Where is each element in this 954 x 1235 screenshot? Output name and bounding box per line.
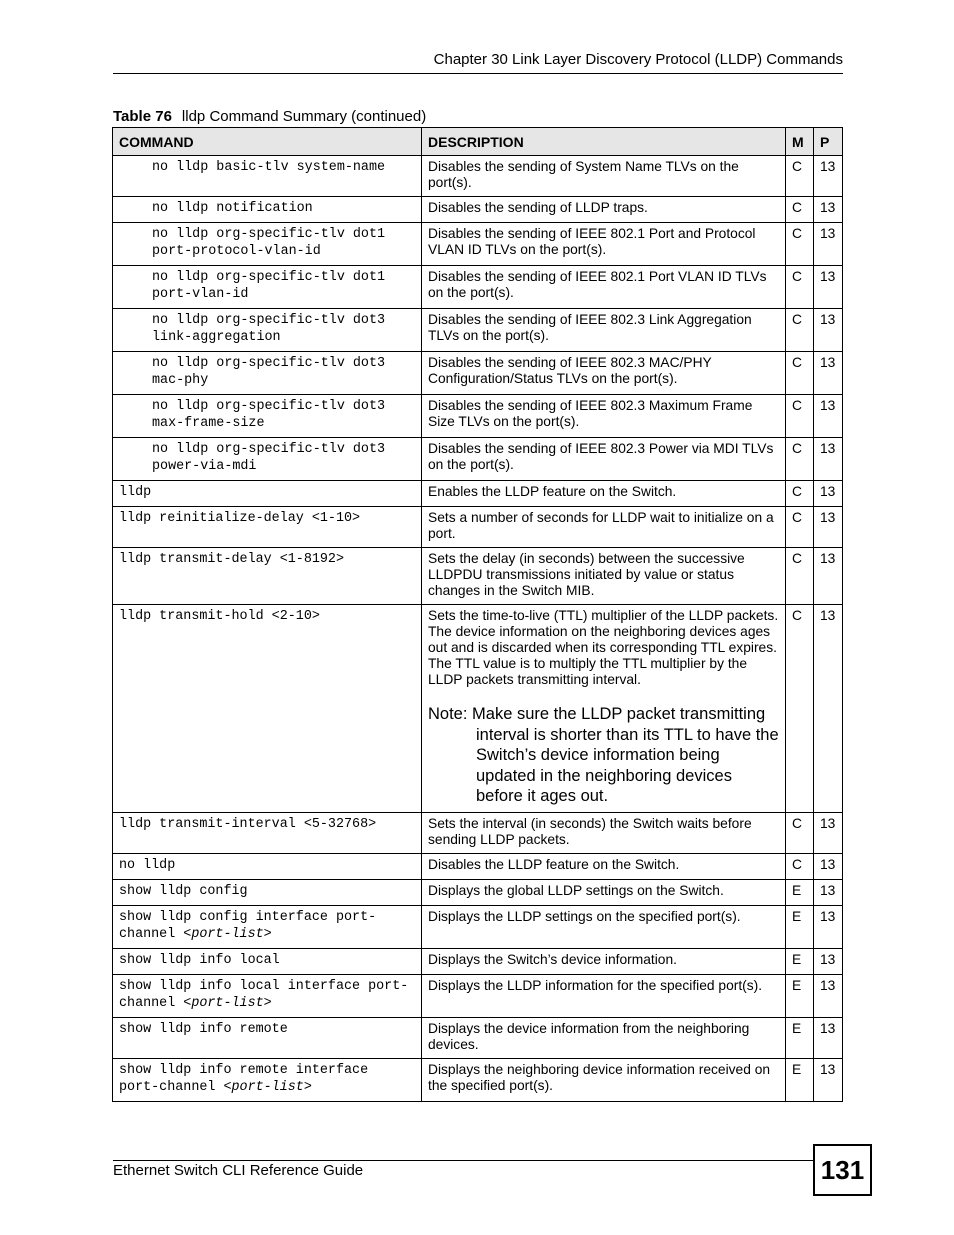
mode-cell: C <box>786 438 814 481</box>
description-text: Disables the sending of IEEE 802.3 Maximum Frame Size TLVs on the port(s). <box>428 398 753 429</box>
table-header-row <box>113 128 843 156</box>
command-cell <box>113 507 422 548</box>
note-text: Note: Make sure the LLDP packet transmitting interval is shorter than its TTL to have the Switch’s device information being updated in the neighboring devices before it ages out. <box>428 705 779 805</box>
description-cell <box>422 438 786 481</box>
mode-cell: C <box>786 197 814 223</box>
command-text: no lldp org-specific-tlv dot3 link-aggregation <box>152 313 394 345</box>
table-row <box>113 156 843 197</box>
description-cell <box>422 481 786 507</box>
description-cell <box>422 548 786 605</box>
table-row <box>113 1058 843 1101</box>
table-caption <box>113 108 426 125</box>
privilege-cell: 13 <box>814 548 843 605</box>
command-cell <box>113 879 422 905</box>
command-cell <box>113 853 422 879</box>
privilege-cell: 13 <box>814 905 843 948</box>
description-cell <box>422 853 786 879</box>
command-cell <box>113 605 422 813</box>
privilege-cell: 13 <box>814 223 843 266</box>
command-text: no lldp org-specific-tlv dot3 power-via-mdi <box>152 442 394 474</box>
mode-cell: C <box>786 481 814 507</box>
table-row <box>113 905 843 948</box>
description-text: Displays the device information from the neighboring devices. <box>428 1020 750 1052</box>
mode-cell: C <box>786 605 814 813</box>
privilege-cell: 13 <box>814 1017 843 1058</box>
mode-cell: C <box>786 507 814 548</box>
command-cell <box>113 266 422 309</box>
table-row <box>113 1017 843 1058</box>
description-text: Disables the sending of LLDP traps. <box>428 200 648 215</box>
command-text: show lldp info remote <box>119 1021 288 1037</box>
description-text: Displays the Switch’s device information. <box>428 951 677 967</box>
command-text: show lldp info local <box>119 952 280 968</box>
table-row <box>113 974 843 1017</box>
chapter-title: Chapter 30 Link Layer Discovery Protocol (LLDP) Commands <box>433 51 843 68</box>
mode-cell: E <box>786 1017 814 1058</box>
column-header-command: COMMAND <box>113 128 422 156</box>
command-text: lldp reinitialize-delay <1-10> <box>119 511 361 526</box>
privilege-cell: 13 <box>814 266 843 309</box>
command-cell <box>113 223 422 266</box>
description-text: Sets the interval (in seconds) the Switch waits before sending LLDP packets. <box>428 815 752 847</box>
column-header-privilege: P <box>814 128 843 156</box>
command-cell <box>113 438 422 481</box>
command-summary-table <box>112 127 843 1102</box>
description-cell <box>422 395 786 438</box>
mode-cell: E <box>786 905 814 948</box>
command-cell <box>113 1058 422 1101</box>
mode-cell: C <box>786 266 814 309</box>
command-cell <box>113 905 422 948</box>
command-text-suffix: > <box>263 926 272 942</box>
command-cell <box>113 156 422 197</box>
command-text: show lldp config <box>119 883 248 899</box>
table-row <box>113 879 843 905</box>
table-row <box>113 481 843 507</box>
description-cell <box>422 223 786 266</box>
command-text: lldp transmit-interval <5-32768> <box>119 816 377 832</box>
command-text: no lldp notification <box>152 201 313 216</box>
command-text-suffix: > <box>263 995 272 1011</box>
privilege-cell: 13 <box>814 605 843 813</box>
description-text: Disables the LLDP feature on the Switch. <box>428 856 680 872</box>
mode-cell: E <box>786 974 814 1017</box>
description-text: Sets the delay (in seconds) between the successive LLDPDU transmissions initiated by value or status changes in the Switch MIB. <box>428 551 745 598</box>
guide-title: Ethernet Switch CLI Reference Guide <box>113 1162 364 1179</box>
header-rule <box>113 73 843 74</box>
privilege-cell: 13 <box>814 1058 843 1101</box>
description-cell <box>422 948 786 974</box>
command-cell <box>113 812 422 853</box>
description-text: Sets a number of seconds for LLDP wait to initialize on a port. <box>428 510 774 541</box>
description-text: Displays the neighboring device information received on the specified port(s). <box>428 1061 771 1093</box>
command-text: no lldp <box>119 857 176 873</box>
mode-cell: E <box>786 948 814 974</box>
column-header-description: DESCRIPTION <box>422 128 786 156</box>
description-cell <box>422 812 786 853</box>
privilege-cell: 13 <box>814 812 843 853</box>
command-cell <box>113 309 422 352</box>
command-text: lldp transmit-delay <1-8192> <box>119 552 344 567</box>
command-argument: port-list <box>231 1079 304 1095</box>
description-cell <box>422 156 786 197</box>
privilege-cell: 13 <box>814 879 843 905</box>
description-cell <box>422 974 786 1017</box>
privilege-cell: 13 <box>814 481 843 507</box>
command-text: lldp <box>119 485 152 500</box>
command-cell <box>113 1017 422 1058</box>
table-row <box>113 197 843 223</box>
privilege-cell: 13 <box>814 438 843 481</box>
command-cell <box>113 548 422 605</box>
mode-cell: C <box>786 309 814 352</box>
description-cell <box>422 197 786 223</box>
privilege-cell: 13 <box>814 352 843 395</box>
table-row <box>113 223 843 266</box>
description-text: Disables the sending of IEEE 802.3 MAC/PHY Configuration/Status TLVs on the port(s). <box>428 355 712 386</box>
column-header-mode: M <box>786 128 814 156</box>
mode-cell: C <box>786 156 814 197</box>
command-text: no lldp org-specific-tlv dot1 port-protocol-vlan-id <box>152 227 394 259</box>
table-row <box>113 395 843 438</box>
table-caption-text: lldp Command Summary (continued) <box>181 108 427 125</box>
note <box>428 704 779 807</box>
table-row <box>113 548 843 605</box>
command-text: no lldp org-specific-tlv dot1 port-vlan-id <box>152 270 394 302</box>
mode-cell: C <box>786 812 814 853</box>
description-cell <box>422 879 786 905</box>
description-cell <box>422 1058 786 1101</box>
table-row <box>113 266 843 309</box>
privilege-cell: 13 <box>814 395 843 438</box>
command-cell <box>113 352 422 395</box>
command-text: no lldp org-specific-tlv dot3 mac-phy <box>152 356 394 388</box>
description-text: Enables the LLDP feature on the Switch. <box>428 484 677 499</box>
mode-cell: C <box>786 548 814 605</box>
mode-cell: E <box>786 1058 814 1101</box>
command-cell <box>113 197 422 223</box>
table-row <box>113 507 843 548</box>
command-text: no lldp basic-tlv system-name <box>152 160 386 175</box>
mode-cell: C <box>786 853 814 879</box>
description-text: Disables the sending of IEEE 802.3 Power via MDI TLVs on the port(s). <box>428 441 774 472</box>
description-cell <box>422 1017 786 1058</box>
command-text-suffix: > <box>303 1079 312 1095</box>
mode-cell: C <box>786 223 814 266</box>
command-cell <box>113 481 422 507</box>
command-text: show lldp info remote interface port-channel < <box>119 1062 377 1095</box>
table-row <box>113 853 843 879</box>
description-text: Displays the LLDP settings on the specified port(s). <box>428 908 741 924</box>
privilege-cell: 13 <box>814 507 843 548</box>
description-cell <box>422 507 786 548</box>
page-number: 131 <box>813 1144 872 1196</box>
mode-cell: C <box>786 395 814 438</box>
table-row <box>113 352 843 395</box>
command-text: no lldp org-specific-tlv dot3 max-frame-size <box>152 399 394 431</box>
privilege-cell: 13 <box>814 309 843 352</box>
table-row <box>113 438 843 481</box>
table-row <box>113 812 843 853</box>
command-cell <box>113 395 422 438</box>
description-text: Disables the sending of IEEE 802.1 Port VLAN ID TLVs on the port(s). <box>428 269 767 300</box>
mode-cell: C <box>786 352 814 395</box>
description-cell <box>422 309 786 352</box>
command-text: show lldp info local interface port-channel < <box>119 978 409 1011</box>
command-argument: port-list <box>191 995 264 1011</box>
table-row <box>113 309 843 352</box>
command-cell <box>113 948 422 974</box>
privilege-cell: 13 <box>814 974 843 1017</box>
description-cell <box>422 352 786 395</box>
table-body <box>113 156 843 1102</box>
description-text: Disables the sending of IEEE 802.1 Port and Protocol VLAN ID TLVs on the port(s). <box>428 226 756 257</box>
footer-rule <box>113 1160 813 1161</box>
description-cell <box>422 905 786 948</box>
description-cell <box>422 605 786 813</box>
privilege-cell: 13 <box>814 853 843 879</box>
command-text: show lldp config interface port-channel < <box>119 909 377 942</box>
description-cell <box>422 266 786 309</box>
privilege-cell: 13 <box>814 156 843 197</box>
description-text: Displays the global LLDP settings on the Switch. <box>428 882 724 898</box>
description-text: Sets the time-to-live (TTL) multiplier of the LLDP packets. The device information on the neighboring devices ages out and is discarded when its corresponding TTL expires. The TTL value is to multiply the TTL multiplier by the LLDP packets transmitting interval. <box>428 608 779 687</box>
table-caption-label: Table 76 <box>113 108 172 125</box>
table-row <box>113 948 843 974</box>
command-cell <box>113 974 422 1017</box>
command-argument: port-list <box>191 926 264 942</box>
table-row <box>113 605 843 813</box>
description-text: Disables the sending of IEEE 802.3 Link Aggregation TLVs on the port(s). <box>428 312 752 343</box>
privilege-cell: 13 <box>814 948 843 974</box>
command-text: lldp transmit-hold <2-10> <box>119 609 320 624</box>
description-text: Disables the sending of System Name TLVs on the port(s). <box>428 159 739 190</box>
privilege-cell: 13 <box>814 197 843 223</box>
mode-cell: E <box>786 879 814 905</box>
description-text: Displays the LLDP information for the specified port(s). <box>428 977 763 993</box>
